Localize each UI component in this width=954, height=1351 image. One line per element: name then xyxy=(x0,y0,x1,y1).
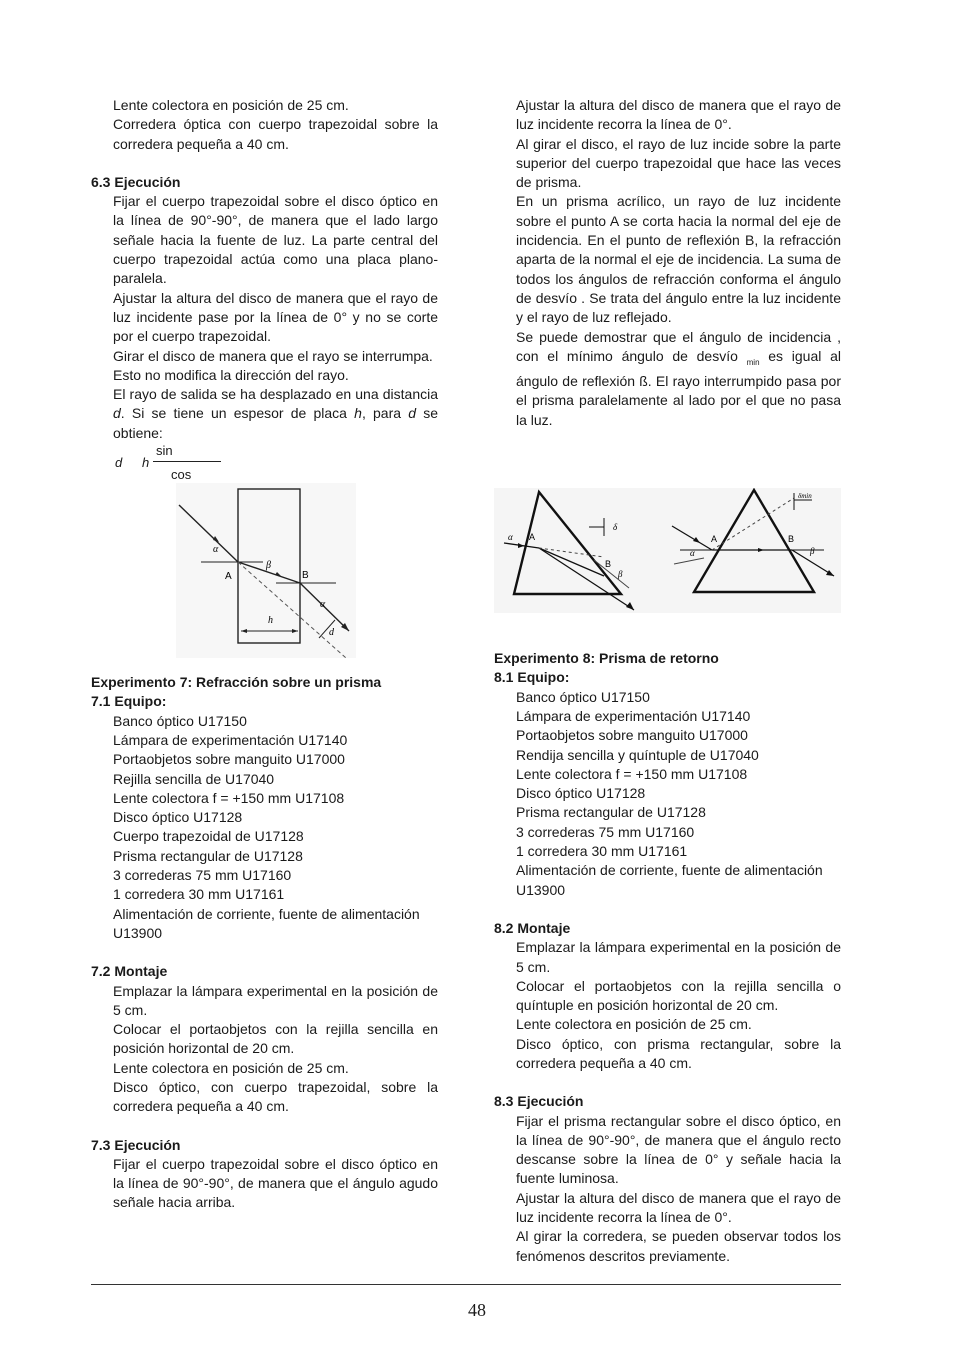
label-alpha: α xyxy=(213,544,219,556)
label-beta: β xyxy=(618,569,623,580)
label-alpha: α xyxy=(320,599,326,611)
equipment-item: Prisma rectangular de U17128 xyxy=(516,804,706,821)
paragraph: Esto no modifica la dirección del rayo. xyxy=(113,366,349,383)
paragraph: Ajustar la altura del disco de manera que el rayo de luz incidente recorra la línea de 0°. xyxy=(516,1189,841,1226)
text-fragment: , con el mínimo ángulo de desvío xyxy=(516,328,841,364)
formula-d: d xyxy=(115,455,123,471)
equipment-item: 3 correderas 75 mm U17160 xyxy=(113,867,292,884)
paragraph: Fijar el cuerpo trapezoidal sobre el disco óptico en la línea de 90°-90°, de manera que el ángulo agudo señale hacia arriba. xyxy=(113,1155,438,1211)
paragraph: Girar el disco de manera que el rayo se interrumpa. xyxy=(113,347,433,364)
prism-figure xyxy=(494,488,841,616)
text-fragment: es igual al ángulo de reflexión ß. El rayo interrumpido pasa por el prisma paralelamente al lado por el que no pasa la luz. xyxy=(516,347,841,428)
equipment-item: Portaobjetos sobre manguito U17000 xyxy=(516,727,748,744)
section-heading: 8.1 Equipo: xyxy=(494,669,570,686)
equipment-list xyxy=(91,712,438,944)
formula xyxy=(115,443,438,483)
equipment-item: Alimentación de corriente, fuente de alimentación U13900 xyxy=(516,862,823,898)
equipment-item: 3 correderas 75 mm U17160 xyxy=(516,823,695,840)
intro-line: Lente colectora en posición de 25 cm. xyxy=(113,97,349,113)
label-B: B xyxy=(605,559,612,570)
right-column xyxy=(494,96,841,1266)
paragraph: Colocar el portaobjetos con la rejilla sencilla en posición horizontal de 20 cm. xyxy=(113,1021,438,1057)
equipment-item: Lámpara de experimentación U17140 xyxy=(113,731,348,748)
experiment-heading: Experimento 7: Refracción sobre un prisma xyxy=(91,674,382,691)
var-d: d xyxy=(113,405,121,422)
section-heading: 7.3 Ejecución xyxy=(91,1136,181,1153)
experiment-heading: Experimento 8: Prisma de retorno xyxy=(494,650,719,667)
paragraph: Lente colectora en posición de 25 cm. xyxy=(516,1016,752,1033)
fraction-bar xyxy=(153,461,221,462)
paragraph: Colocar el portaobjetos con la rejilla sencilla o quíntuple en posición horizontal de 20 cm. xyxy=(516,977,841,1014)
label-delta-min: δmin xyxy=(798,492,812,501)
label-h: h xyxy=(268,615,273,627)
parallel-plate-figure xyxy=(91,483,438,673)
paragraph-minimum xyxy=(494,328,841,430)
label-alpha: α xyxy=(508,532,513,543)
text-fragment: se obtiene: xyxy=(113,405,438,441)
equipment-item: Rendija sencilla y quíntuple de U17040 xyxy=(516,746,759,763)
equipment-item: Disco óptico U17128 xyxy=(113,809,243,826)
formula-h: h xyxy=(142,455,150,471)
section-heading: 7.1 Equipo: xyxy=(91,693,167,710)
label-B: B xyxy=(302,570,309,582)
label-delta: δ xyxy=(613,522,618,533)
label-d: d xyxy=(329,627,334,639)
equipment-item: Banco óptico U17150 xyxy=(516,688,650,705)
equipment-list xyxy=(494,688,841,900)
subscript-min: min xyxy=(746,357,760,367)
label-beta: β xyxy=(810,546,815,557)
equipment-item: Lente colectora f = +150 mm U17108 xyxy=(516,765,748,782)
formula-numerator: sin xyxy=(156,443,173,459)
paragraph: Emplazar la lámpara experimental en la posición de 5 cm. xyxy=(113,982,438,1018)
paragraph: Ajustar la altura del disco de manera que el rayo de luz incidente pase por la línea de 0° y no se corte por el cuerpo trapezoidal. xyxy=(113,289,438,345)
var-d: d xyxy=(408,405,417,422)
equipment-item: Disco óptico U17128 xyxy=(516,785,646,802)
paragraph: Disco óptico, con prisma rectangular, sobre la corredera pequeña a 40 cm. xyxy=(516,1035,841,1071)
equipment-item: Alimentación de corriente, fuente de alimentación U13900 xyxy=(113,905,420,941)
paragraph: Emplazar la lámpara experimental en la posición de 5 cm. xyxy=(516,939,841,975)
paragraph-acrylic xyxy=(494,192,841,327)
paragraph: Fijar el prisma rectangular sobre el disco óptico, en la línea de 90°-90°, de manera que el ángulo recto descanse sobre la línea de 0° y señale hacia la fuente luminosa. xyxy=(516,1112,841,1187)
paragraph: Disco óptico, con cuerpo trapezoidal, sobre la corredera pequeña a 40 cm. xyxy=(113,1078,438,1115)
var-h: h xyxy=(354,405,362,422)
equipment-item: Rejilla sencilla de U17040 xyxy=(113,770,275,787)
section-heading: 8.3 Ejecución xyxy=(494,1093,584,1110)
paragraph: Al girar el disco, el rayo de luz incide sobre la parte superior del cuerpo trapezoidal que hace las veces de prisma. xyxy=(516,135,841,191)
label-A: A xyxy=(529,532,536,543)
equipment-item: Cuerpo trapezoidal de U17128 xyxy=(113,828,304,845)
text-fragment: Se puede demostrar que el ángulo de incidencia xyxy=(516,328,838,345)
label-A: A xyxy=(225,571,232,583)
footer-rule xyxy=(91,1284,841,1285)
label-A: A xyxy=(711,534,718,545)
section-heading: 7.2 Montaje xyxy=(91,963,168,980)
equipment-item: Banco óptico U17150 xyxy=(113,712,247,729)
page-number: 48 xyxy=(468,1300,486,1320)
paragraph: Fijar el cuerpo trapezoidal sobre el disco óptico en la línea de 90°-90°, de manera que el lado largo señale hacia la fuente de luz. La parte central del cuerpo trapezoidal actúa como una placa plano-paralela. xyxy=(113,193,438,287)
paragraph: Ajustar la altura del disco de manera que el rayo de luz incidente recorra la línea de 0°. xyxy=(516,97,841,133)
label-beta: β xyxy=(266,560,271,572)
text-fragment: El rayo de salida se ha desplazado en una distancia xyxy=(113,386,438,403)
text-fragment: , para xyxy=(361,405,409,422)
intro-line: Corredera óptica con cuerpo trapezoidal sobre la corredera pequeña a 40 cm. xyxy=(113,116,438,152)
equipment-item: 1 corredera 30 mm U17161 xyxy=(516,843,688,860)
paragraph: Al girar la corredera, se pueden observar todos los fenómenos descritos previamente. xyxy=(516,1228,841,1264)
text-fragment: . Se trata del ángulo entre la luz incidente y el rayo de luz reflejado. xyxy=(516,289,841,326)
section-heading: 8.2 Montaje xyxy=(494,919,571,936)
equipment-item: 1 corredera 30 mm U17161 xyxy=(113,886,285,903)
paragraph: Lente colectora en posición de 25 cm. xyxy=(113,1059,349,1076)
text-fragment: En un prisma acrílico, un rayo de luz incidente sobre el punto A se corta hacia la normal del eje de incidencia. En el punto de reflexión B, la refracción aparta de la normal el eje de incidencia. La suma de todos los ángulos de refracción conforma el ángulo de desvío xyxy=(516,193,841,306)
equipment-item: Prisma rectangular de U17128 xyxy=(113,847,303,864)
paragraph-displacement xyxy=(91,385,438,443)
equipment-item: Lente colectora f = +150 mm U17108 xyxy=(113,789,345,806)
label-B: B xyxy=(788,534,795,545)
text-fragment: . Si se tiene un espesor de placa xyxy=(120,405,355,422)
formula-denominator: cos xyxy=(171,467,192,483)
section-heading: 6.3 Ejecución xyxy=(91,173,181,190)
label-alpha: α xyxy=(690,548,695,559)
equipment-item: Portaobjetos sobre manguito U17000 xyxy=(113,751,345,768)
left-column xyxy=(91,96,438,1213)
equipment-item: Lámpara de experimentación U17140 xyxy=(516,707,751,724)
